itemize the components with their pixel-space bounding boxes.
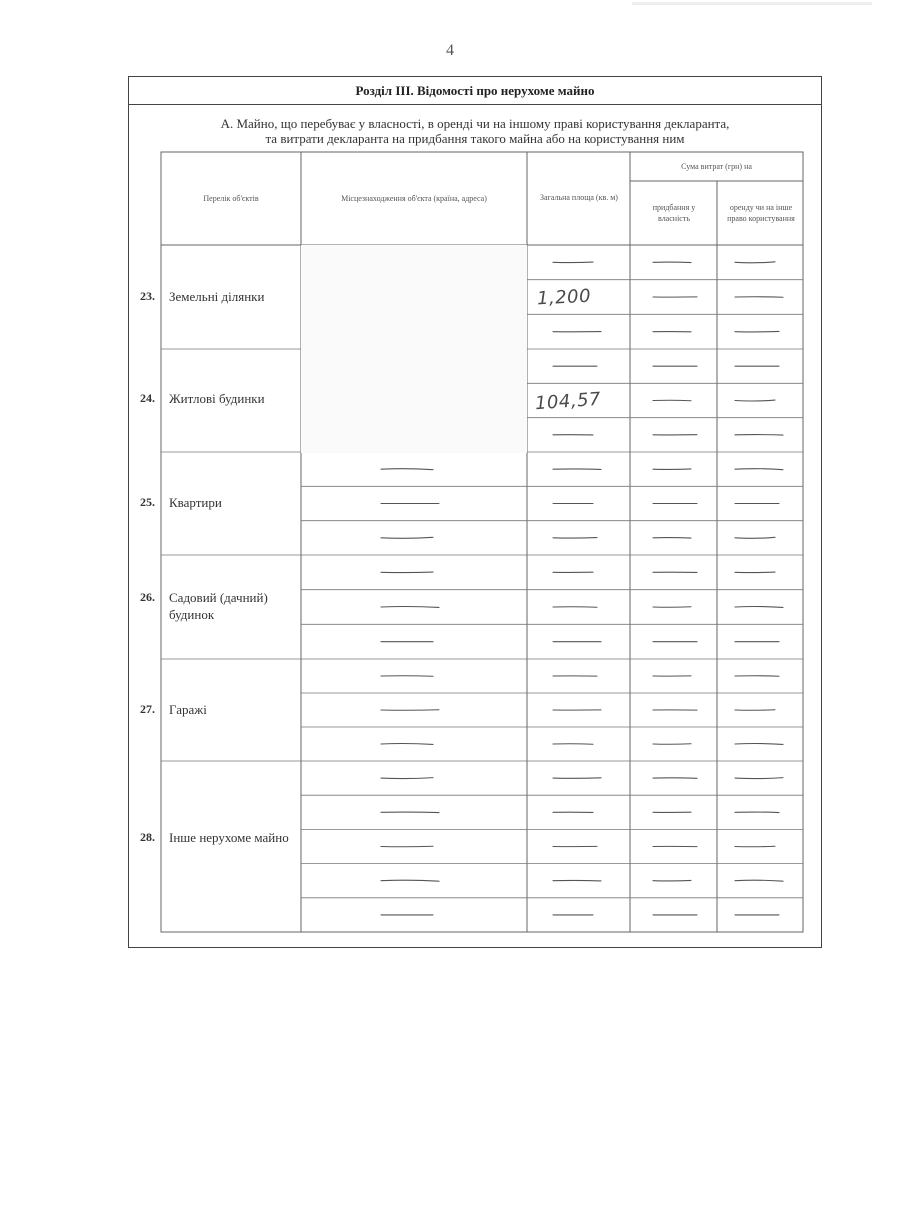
row-label-other-property: Інше нерухоме майно [169, 830, 289, 845]
dash-mark-rent [735, 744, 783, 745]
row-label-apartments: Квартири [169, 495, 222, 510]
dash-mark-rent [735, 262, 775, 263]
row-number: 27. [140, 702, 155, 716]
header-rent: оренду чи на інше право користування [727, 203, 795, 223]
dash-mark-rent [735, 607, 783, 608]
section-title: Розділ III. Відомості про нерухоме майно [129, 77, 821, 105]
subtitle-line-2: та витрати декларанта на придбання такого майна або на користування ним [265, 131, 685, 146]
dash-mark-location [381, 744, 433, 745]
row-number: 24. [140, 391, 155, 405]
subtitle-line-1: А. Майно, що перебуває у власності, в оренді чи на іншому праві користування декларанта, [220, 116, 730, 131]
dash-mark-rent [735, 537, 775, 538]
redacted-location [301, 245, 527, 453]
row-label-garages: Гаражі [169, 702, 207, 717]
row-number: 28. [140, 830, 155, 844]
row-number: 23. [140, 289, 155, 303]
header-expenses: Сума витрат (грн) на [681, 162, 752, 171]
row-number: 25. [140, 495, 155, 509]
dash-mark-location [381, 880, 439, 881]
dash-mark-location [381, 537, 433, 538]
row-label-country-house: Садовий (дачний) будинок [169, 590, 268, 622]
dash-mark-rent [735, 880, 783, 881]
header-location: Місцезнаходження об'єкта (країна, адреса) [341, 194, 487, 203]
header-area: Загальна площа (кв. м) [540, 192, 618, 202]
dash-mark-rent [735, 778, 783, 779]
dash-mark-location [381, 607, 439, 608]
row-label-land: Земельні ділянки [169, 289, 265, 304]
dash-mark-rent [735, 469, 783, 470]
row-number: 26. [140, 590, 155, 604]
handwritten-land-area: 1,200 [536, 285, 592, 310]
declaration-form-frame [128, 76, 822, 948]
header-objects: Перелік об'єктів [203, 194, 259, 203]
dash-mark-location [381, 778, 433, 779]
dash-mark-rent [735, 400, 775, 401]
header-purchase: придбання у власність [652, 203, 696, 223]
handwritten-house-area: 104,57 [534, 388, 602, 415]
dash-mark-location [381, 469, 433, 470]
page-number: 4 [446, 42, 454, 59]
scan-artifact-mark [632, 2, 872, 5]
row-label-houses: Житлові будинки [169, 391, 265, 406]
